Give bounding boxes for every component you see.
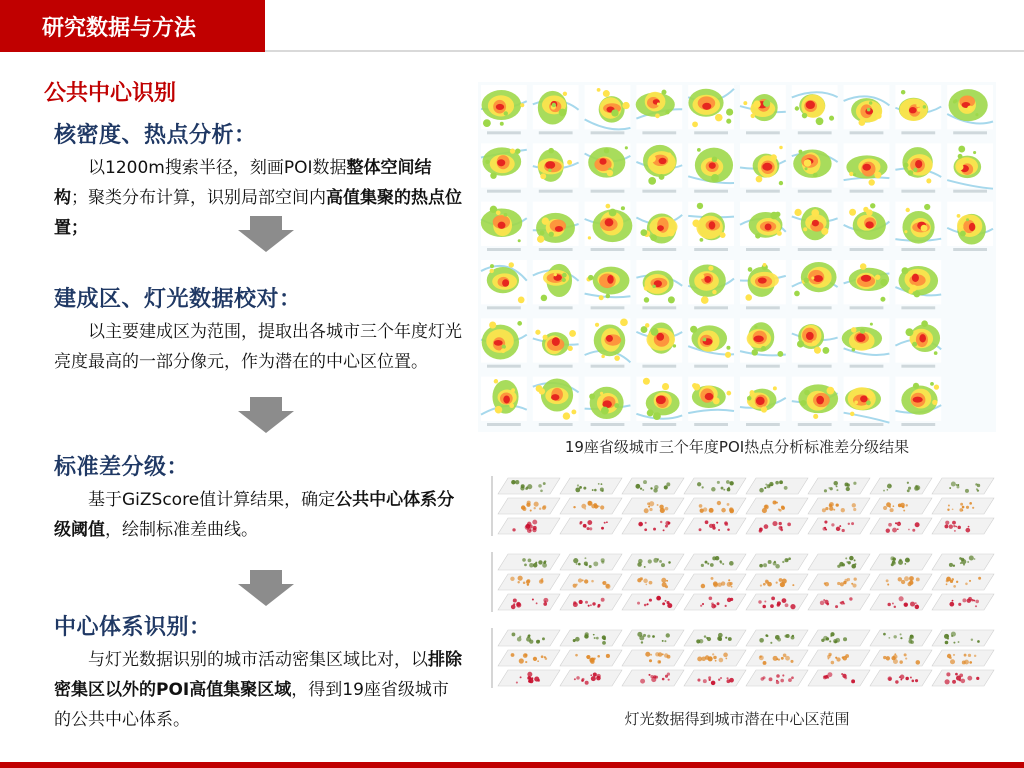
night-light-layer [746,498,808,514]
city-map-thumbnail [688,318,734,367]
city-map-thumbnail [688,202,734,251]
slide-title-bar [0,0,265,52]
city-map-thumbnail [844,85,890,134]
night-light-layer [684,574,746,590]
city-map-thumbnail [533,202,579,251]
city-map-thumbnail [585,318,631,367]
city-map-thumbnail [636,377,682,426]
night-light-layer [746,650,808,666]
block-heading: 建成区、灯光数据校对： [54,287,302,312]
city-map-thumbnail [636,318,682,367]
night-light-layer [622,518,684,534]
city-map-thumbnail [947,85,993,134]
block-text [54,317,464,377]
night-light-layer [498,594,560,610]
night-light-layer [498,670,560,686]
poi-hotspot-map-grid [478,82,996,432]
city-map-thumbnail [481,85,527,134]
block-heading: 中心体系识别： [54,615,212,640]
night-light-layer [808,670,870,686]
night-light-layer [870,498,932,514]
body-text: ；聚类分布计算，识别局部空间内 [71,188,326,208]
night-light-layer [746,518,808,534]
night-light-layer [746,478,808,494]
night-light-layer [808,574,870,590]
night-light-layer [498,518,560,534]
night-light-layer [684,594,746,610]
city-map-thumbnail [740,260,786,309]
night-light-layer [684,670,746,686]
method-block-center-identification [54,610,464,735]
night-light-layer [622,670,684,686]
down-arrow-icon [236,397,296,433]
night-light-layer [870,554,932,570]
hotspot-maps-image [478,82,996,432]
night-light-layer [498,574,560,590]
night-light-layer [746,630,808,646]
night-light-layer [870,518,932,534]
night-light-layer [870,574,932,590]
emphasis-text: 整体空间结构 [54,158,432,208]
city-map-thumbnail [688,377,734,426]
night-light-layer [808,518,870,534]
city-map-thumbnail [481,260,527,309]
night-light-layer [684,630,746,646]
city-map-thumbnail [844,377,890,426]
emphasis-text: 高值集聚的热点位置； [54,188,462,238]
block-text [54,645,464,735]
night-light-layer [932,554,994,570]
city-map-thumbnail [740,202,786,251]
body-text: ，绘制标准差曲线。 [105,520,258,540]
body-text: ，得到19座省级城市的公共中心体系。 [54,680,449,730]
city-map-thumbnail [636,260,682,309]
night-light-layer [684,518,746,534]
night-light-layer [746,670,808,686]
city-map-thumbnail [895,85,941,134]
down-arrow-icon [236,570,296,606]
city-map-thumbnail [844,143,890,192]
night-light-layer [560,498,622,514]
night-light-layer [932,518,994,534]
night-light-layer [932,650,994,666]
city-map-thumbnail [585,377,631,426]
night-light-layer [870,594,932,610]
night-light-layer [870,650,932,666]
night-light-layer [560,518,622,534]
night-light-layer [498,478,560,494]
slide-title: 研究数据与方法 [42,15,197,41]
block-heading: 标准差分级： [54,455,190,480]
city-map-thumbnail [636,85,682,134]
city-map-thumbnail [636,202,682,251]
header-divider [265,50,1024,52]
night-light-layer [932,498,994,514]
city-map-thumbnail [533,318,579,367]
city-map-thumbnail [585,202,633,251]
city-map-thumbnail [844,202,890,251]
city-map-thumbnail [740,318,786,367]
city-map-thumbnail [895,143,941,192]
night-light-layer [622,554,684,570]
footer-accent-line [0,762,1024,768]
night-light-layer [498,554,560,570]
body-text: 与灯光数据识别的城市活动密集区域比对，以 [88,650,428,670]
city-map-thumbnail [895,377,941,426]
night-light-layer [932,670,994,686]
night-light-layer [560,554,622,570]
night-light-layer [684,554,746,570]
night-light-layer [622,478,684,494]
city-map-thumbnail [481,202,527,251]
figure-caption-night-lights: 灯光数据得到城市潜在中心区范围 [624,710,850,728]
night-light-layer [684,478,746,494]
city-map-thumbnail [585,260,631,309]
city-map-thumbnail [947,143,993,192]
night-light-layer [498,498,560,514]
city-map-thumbnail [533,85,579,134]
night-light-layers-image [480,470,996,698]
city-map-thumbnail [740,143,786,192]
city-map-thumbnail [844,260,890,309]
city-map-thumbnail [792,260,838,309]
city-map-thumbnail [585,85,631,134]
city-map-thumbnail [842,318,890,367]
night-light-layer [932,478,994,494]
city-map-thumbnail [585,143,631,192]
night-light-layer [498,650,560,666]
city-map-thumbnail [792,143,838,192]
body-text: 以1200m搜索半径，刻画POI数据 [88,158,347,178]
city-map-thumbnail [792,202,838,251]
night-light-layer [560,574,622,590]
night-light-layer [746,574,808,590]
night-light-layer [498,630,560,646]
city-map-thumbnail [792,85,838,134]
city-map-thumbnail [895,318,941,367]
night-light-layer [932,594,994,610]
night-light-layer [622,630,684,646]
method-block-builtup-lights [54,282,464,377]
city-map-thumbnail [533,260,579,309]
city-map-thumbnail [688,260,734,309]
night-light-layer [622,594,684,610]
city-map-thumbnail [481,143,527,192]
city-map-thumbnail [947,202,993,251]
body-text: 基于GiZScore值计算结果，确定 [88,490,336,510]
night-light-layer [560,478,622,494]
emphasis-text: 公共中心体系分级阈值 [54,490,455,540]
city-map-thumbnail [740,85,786,134]
city-map-thumbnail [481,377,527,426]
night-light-layer [560,650,622,666]
body-text: 以主要建成区为范围，提取出各城市三个年度灯光亮度最高的一部分像元，作为潜在的中心区位置。 [54,322,462,372]
night-light-layer [622,574,684,590]
city-map-thumbnail [481,318,527,367]
night-light-layer [808,650,870,666]
night-light-layer [932,574,994,590]
down-arrow-icon [236,216,296,252]
night-light-layer [870,630,932,646]
block-heading: 核密度、热点分析： [54,123,257,148]
night-light-layer [622,498,684,514]
city-map-thumbnail [636,143,682,192]
block-text [54,485,464,545]
city-map-thumbnail [740,377,786,426]
emphasis-text: 排除密集区以外的POI高值集聚区域 [54,650,462,700]
night-light-layer [746,554,808,570]
figure-caption-hotspot: 19座省级城市三个年度POI热点分析标准差分级结果 [564,438,910,456]
city-map-thumbnail [792,318,838,367]
night-light-layer [684,498,746,514]
city-map-thumbnail [688,85,734,134]
night-light-layer [870,478,932,494]
city-map-thumbnail [533,143,579,192]
night-light-layer [870,670,932,686]
city-map-thumbnail [895,260,941,309]
night-light-layer [560,670,622,686]
night-light-layer [808,478,870,494]
night-light-layer [808,498,870,514]
city-map-thumbnail [792,377,838,426]
night-light-layer [932,630,994,646]
night-light-layer [560,594,622,610]
night-light-layer [560,630,622,646]
night-light-layer [622,650,684,666]
night-light-layer [684,650,746,666]
night-light-layers-figure [480,470,996,698]
section-title: 公共中心识别 [44,81,177,106]
night-light-layer [746,594,808,610]
city-map-thumbnail [533,377,579,426]
night-light-layer [808,594,870,610]
city-map-thumbnail [895,202,941,251]
city-map-thumbnail [688,143,734,192]
night-light-layer [808,554,870,570]
night-light-layer [808,630,870,646]
method-block-std-classification [54,450,464,545]
